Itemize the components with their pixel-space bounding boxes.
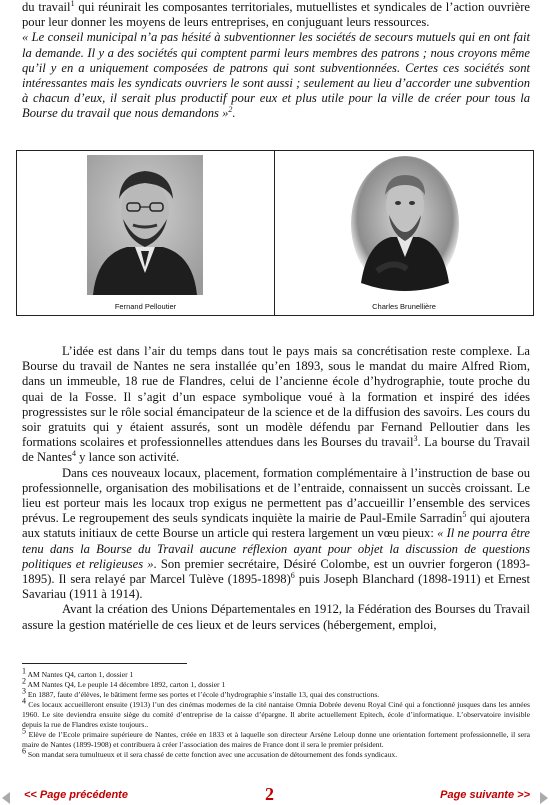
footnote-number: 2 — [22, 676, 26, 686]
footnote-ref[interactable]: 5 — [462, 510, 467, 520]
text-run: . — [232, 106, 236, 121]
page-number: 2 — [265, 784, 274, 804]
footnote — [22, 746, 530, 760]
text-run: . La bourse du Travail de Nantes — [22, 435, 530, 465]
footnote — [22, 726, 530, 750]
portrait-table — [16, 150, 534, 316]
footnote-text: Ces locaux accueilleront ensuite (1913) l’un des cinémas modernes de la cité nantaise Omnia Dobrée devenu Royal Ciné qui a fonctionné jusques dans les années 1960. Le site deviendra ensuite siège du comité d’entreprise de la caisse d’épargne. Il abrite actuellement Epitech, école d’informatique. L’observatoire invisible depuis la rue de Flandres existe toujours.. — [22, 700, 530, 729]
paragraph — [22, 344, 530, 466]
previous-page-link[interactable]: << Page précédente — [24, 789, 128, 801]
paragraph — [22, 602, 530, 632]
scroll-left-icon[interactable] — [2, 792, 10, 804]
footnote-ref[interactable]: 1 — [70, 0, 75, 8]
text-run: L’idée est dans l’air du temps dans tout le pays mais sa concrétisation reste complexe. La Bourse du travail de Nantes ne sera installée qu’en 1893, sous le mandat du maire Alfred Riom, dans un immeuble, 18 rue de Flandres, celui de l’ancienne école d’hydrographie, toute proche du quai de la Fosse. Il s’agit d’un espace symbolique voué à la formation et inspiré des idées progressistes sur le rôle social émancipateur de la science et de la diffusion des savoirs. Les cours du soir gratuits qui y étaient assurés, sont un modèle défendu par Fernand Pelloutier dans les formations scolaires et professionnelles attendues dans les Bourses du travail — [22, 344, 530, 450]
portrait-cell-brunelliere — [275, 151, 533, 315]
text-run: . Son premier secrétaire, Désiré Colombe, est un ouvrier forgeron (1893-1895). Il sera relayé par Marcel Tulève (1895-1898) — [22, 556, 530, 587]
next-page-link[interactable]: Page suivante >> — [440, 789, 530, 801]
opening-paragraph — [22, 0, 530, 122]
text-run: Avant la création des Unions Départementales en 1912, la Fédération des Bourses du Travail assure la gestion matérielle de ces lieux et de leurs services (hébergement, emploi, — [22, 602, 530, 632]
footnote-number: 1 — [22, 666, 26, 676]
portrait-cell-pelloutier — [17, 151, 274, 315]
footnote — [22, 686, 530, 700]
pelloutier-portrait — [87, 155, 203, 295]
footnote-text: Elève de l’Ecole primaire supérieure de Nantes, créée en 1833 et à laquelle son directeur Arsène Leloup donne une orientation fortement professionnelle, il sera maire de Nantes (1899-1908) et contribuera à créer l’association des maires de France dont il sera le premier président. — [22, 730, 530, 749]
footnote-ref[interactable]: 3 — [413, 434, 418, 444]
footnote-ref[interactable]: 4 — [72, 449, 77, 459]
paragraph — [22, 0, 530, 30]
footnote-text: AM Nantes Q4, Le peuple 14 décembre 1892, carton 1, dossier 1 — [26, 680, 226, 689]
footnotes — [22, 666, 530, 760]
footnote — [22, 696, 530, 730]
footnote-text: Son mandat sera tumultueux et il sera chassé de cette fonction avec une accusation de détournement des fonds syndicaux. — [26, 750, 398, 759]
footnote-number: 6 — [22, 746, 26, 756]
text-run: qui réunirait les composantes territoriales, mutuellistes et syndicales de l’action ouvrière pour leur donner les moyens de leurs entreprises, en conjuguant leurs ressources. — [22, 0, 530, 30]
brunelliere-portrait — [347, 153, 463, 295]
footnote-text: En 1887, faute d’élèves, le bâtiment ferme ses portes et l’école d’hydrographie s’installe 13, quai des constructions. — [26, 690, 380, 699]
footnote — [22, 676, 530, 690]
quote-text: « Le conseil municipal n’a pas hésité à subventionner les sociétés de secours mutuels qui en ont fait la demande. Il y a des sociétés qui comptent parmi leurs membres des patrons ; nous croyons même qu’il y en a uniquement composées de patrons qui sont subventionnées. Certes ces sociétés sont intéressantes mais les syndicats ouvriers le sont aussi ; seulement au lieu d’accorder une subvention à chacun d’eux, il serait plus productif pour eux et plus utile pour la ville de créer pour tous la Bourse du travail que nous demandons » — [22, 30, 530, 121]
portrait-caption: Charles Brunellière — [372, 302, 436, 311]
statute-quote: « Il ne pourra être tenu dans la Bourse du Travail aucune réflexion ayant pour objet la discussion de questions politiques et religieuses » — [22, 526, 531, 571]
text-run: qui ajoutera aux statuts initiaux de cette Bourse un article qui restera largement un vœu pieux: — [22, 511, 530, 541]
page-navigation — [0, 782, 550, 804]
council-quote — [22, 30, 530, 121]
footnote-number: 3 — [22, 686, 26, 696]
portrait-caption: Fernand Pelloutier — [114, 302, 177, 311]
text-run: du travail — [22, 0, 71, 14]
paragraph — [22, 466, 530, 603]
footnote-ref[interactable]: 2 — [228, 105, 233, 115]
text-run: Dans ces nouveaux locaux, placement, formation complémentaire à l’instruction de base ou professionnelle, organisation des mobilisations et de l’entraide, connaissent un succès croissant. Le lieu est porteur mais les locaux trop exigus ne permettent pas d’accueillir l’ensemble des services prévus. Le regroupement des seuls syndicats inquiète la mairie de Paul-Emile Sarradin — [22, 465, 530, 526]
footnote-number: 5 — [22, 726, 26, 736]
footnote-separator — [22, 663, 187, 664]
footnote-ref[interactable]: 6 — [290, 570, 295, 580]
text-run: y lance son activité. — [76, 450, 180, 465]
footnote-number: 4 — [22, 696, 26, 706]
footnote-text: AM Nantes Q4, carton 1, dossier 1 — [26, 670, 134, 679]
scroll-right-icon[interactable] — [540, 792, 548, 804]
text-run: puis Joseph Blanchard (1898-1911) et Ernest Savariau (1911 à 1914). — [22, 572, 530, 602]
footnote — [22, 666, 530, 680]
main-body — [22, 344, 530, 633]
